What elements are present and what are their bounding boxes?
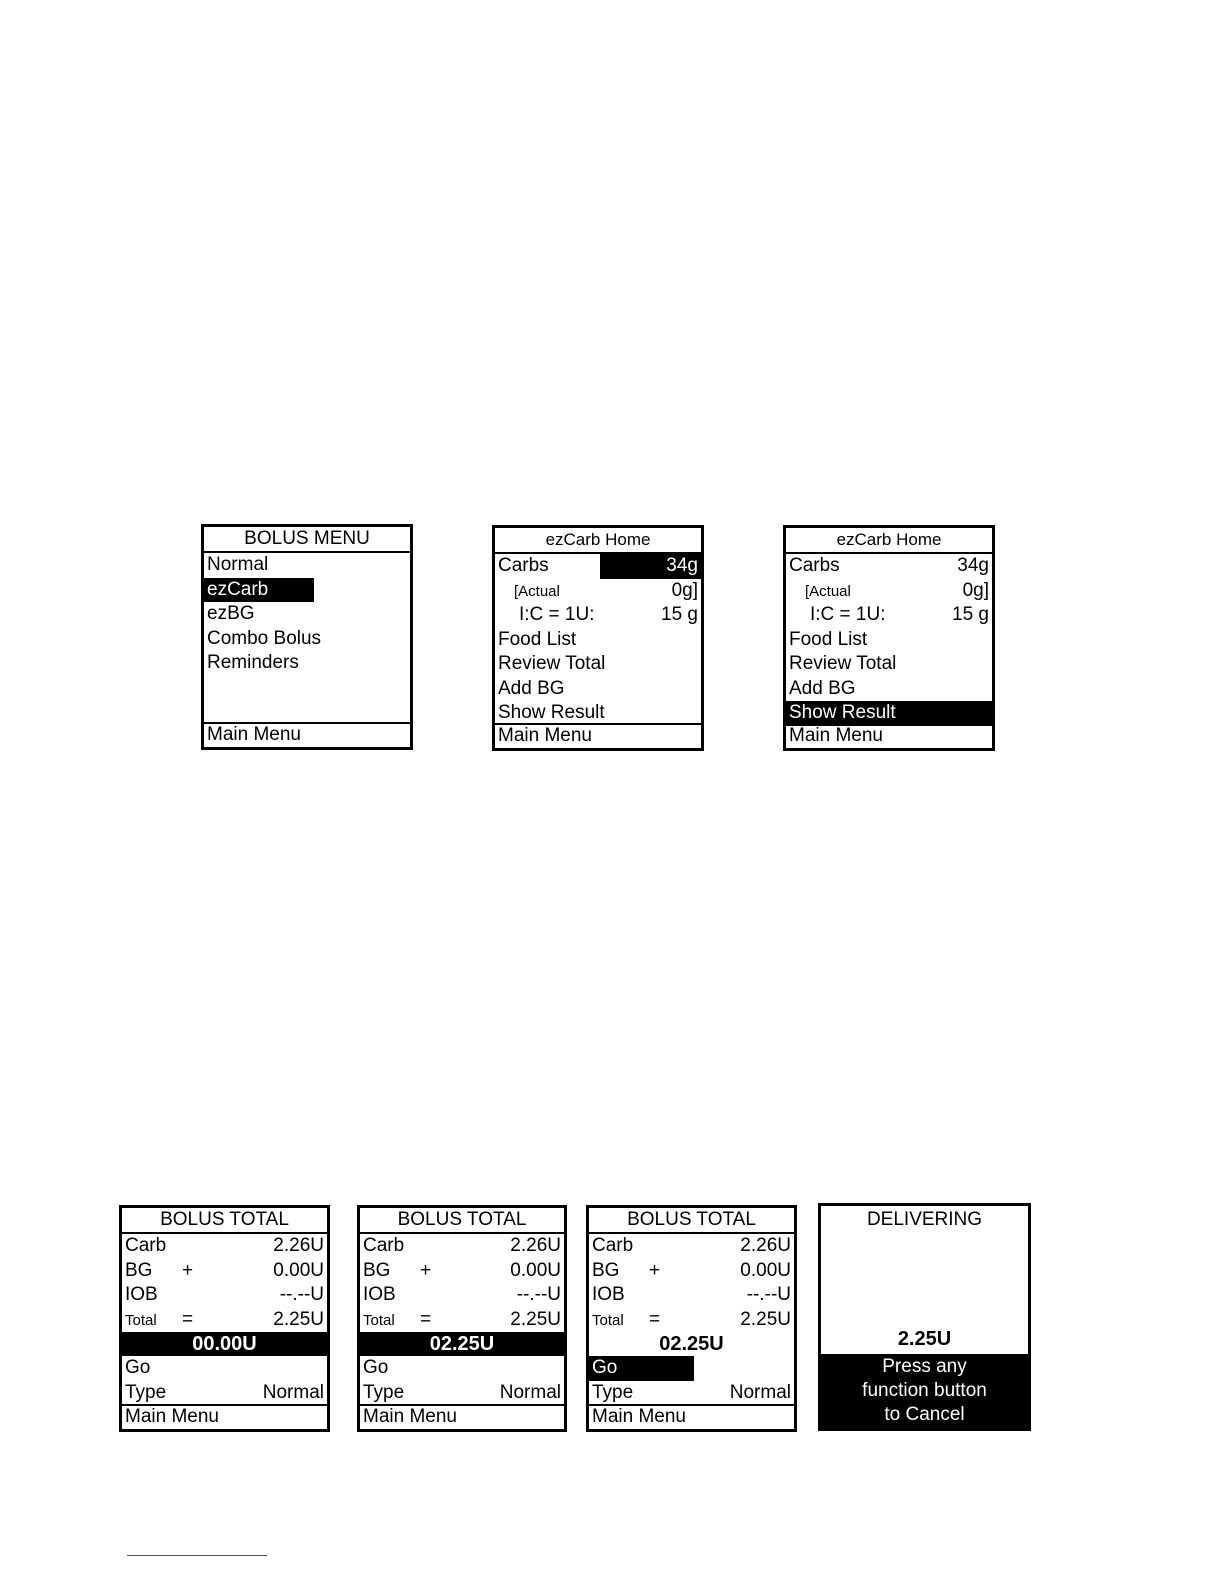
bg-row (589, 1259, 794, 1284)
main-menu-button[interactable]: Main Menu (495, 723, 701, 748)
menu-item-show-result[interactable] (786, 701, 992, 726)
plus-sign: + (420, 1259, 432, 1281)
menu-item-ezbg[interactable] (204, 602, 410, 627)
cancel-text-line: to Cancel (884, 1404, 965, 1425)
menu-item-combo-bolus[interactable] (204, 627, 410, 652)
carbs-value: 34g (666, 555, 698, 576)
menu-item-show-result[interactable] (495, 701, 701, 726)
iob-label: IOB (592, 1284, 625, 1305)
main-menu-button[interactable]: Main Menu (122, 1404, 327, 1429)
actual-label: [Actual (514, 582, 560, 600)
carbs-row[interactable] (495, 554, 701, 579)
type-label: Type (592, 1381, 634, 1403)
carb-row (589, 1234, 794, 1259)
bolus-total-screen-amount-zero (119, 1205, 330, 1432)
equals-sign: = (420, 1308, 432, 1330)
ic-ratio-label: I:C = 1U: (810, 604, 886, 625)
bolus-menu-screen (201, 524, 413, 750)
bg-value: 0.00U (740, 1259, 791, 1281)
go-button[interactable] (122, 1356, 327, 1381)
menu-item-food-list[interactable] (495, 628, 701, 653)
iob-label: IOB (363, 1284, 396, 1305)
type-label: Type (125, 1381, 167, 1403)
carbs-row[interactable] (786, 554, 992, 579)
ic-ratio-row (495, 603, 701, 628)
carb-value: 2.26U (740, 1235, 791, 1256)
go-label: Go (363, 1357, 389, 1378)
type-row[interactable] (360, 1381, 564, 1406)
ezcarb-home-screen-carbs-selected (492, 525, 704, 751)
menu-item-label: Food List (789, 628, 868, 650)
iob-row (360, 1283, 564, 1308)
bolus-total-screen-go-selected (586, 1205, 797, 1432)
ezcarb-home-title: ezCarb Home (495, 528, 701, 554)
type-row[interactable] (122, 1381, 327, 1406)
bolus-amount-field[interactable]: 02.25U (659, 1333, 724, 1355)
carb-value: 2.26U (510, 1235, 561, 1256)
carb-label: Carb (592, 1235, 634, 1256)
menu-item-label: Add BG (498, 677, 565, 699)
type-value: Normal (729, 1381, 791, 1403)
ic-ratio-row (786, 603, 992, 628)
actual-value: 0g] (671, 579, 698, 601)
bg-row (122, 1259, 327, 1284)
menu-item-food-list[interactable] (786, 628, 992, 653)
total-label: Total (363, 1311, 395, 1329)
menu-item-label: Show Result (789, 702, 896, 723)
iob-value: --.--U (516, 1284, 561, 1305)
ic-ratio-value: 15 g (952, 604, 989, 625)
type-row[interactable] (589, 1381, 794, 1406)
carb-label: Carb (125, 1235, 167, 1256)
go-label: Go (125, 1357, 151, 1378)
bg-label: BG (363, 1259, 391, 1281)
bg-value: 0.00U (273, 1259, 324, 1281)
menu-item-label: Review Total (498, 653, 606, 674)
menu-item-normal[interactable] (204, 553, 410, 578)
total-row (589, 1308, 794, 1333)
menu-item-label: Combo Bolus (207, 627, 322, 649)
go-button[interactable] (360, 1356, 564, 1381)
menu-item-label: Add BG (789, 677, 856, 699)
menu-item-add-bg[interactable] (786, 677, 992, 702)
footnote-separator (127, 1555, 267, 1556)
type-value: Normal (262, 1381, 324, 1403)
carb-label: Carb (363, 1235, 405, 1256)
menu-item-label: Normal (207, 554, 269, 575)
bg-value: 0.00U (510, 1259, 561, 1281)
total-value: 2.25U (740, 1308, 791, 1330)
actual-row (786, 579, 992, 604)
cancel-text-line: function button (862, 1380, 987, 1401)
equals-sign: = (649, 1308, 661, 1330)
iob-row (122, 1283, 327, 1308)
cancel-text-line: Press any (882, 1356, 967, 1377)
carb-value: 2.26U (273, 1235, 324, 1256)
iob-row (589, 1283, 794, 1308)
go-button[interactable] (589, 1356, 794, 1381)
total-label: Total (592, 1311, 624, 1329)
menu-item-label: ezCarb (204, 578, 314, 603)
main-menu-button[interactable]: Main Menu (360, 1404, 564, 1429)
menu-item-label: Reminders (207, 652, 299, 673)
bg-row (360, 1259, 564, 1284)
bolus-total-screen-amount-entered (357, 1205, 567, 1432)
total-row (122, 1308, 327, 1333)
total-row (360, 1308, 564, 1333)
menu-item-ezcarb[interactable] (204, 578, 410, 603)
ic-ratio-label: I:C = 1U: (519, 604, 595, 625)
actual-value: 0g] (962, 579, 989, 601)
main-menu-button[interactable]: Main Menu (786, 723, 992, 748)
bolus-total-title: BOLUS TOTAL (360, 1208, 564, 1234)
menu-item-review-total[interactable] (786, 652, 992, 677)
iob-value: --.--U (279, 1284, 324, 1305)
plus-sign: + (182, 1259, 194, 1281)
total-value: 2.25U (273, 1308, 324, 1330)
menu-item-review-total[interactable] (495, 652, 701, 677)
bolus-menu-title: BOLUS MENU (204, 527, 410, 553)
cancel-instruction (821, 1354, 1028, 1428)
carb-row (360, 1234, 564, 1259)
total-label: Total (125, 1311, 157, 1329)
delivering-screen (818, 1203, 1031, 1431)
bolus-amount-field[interactable]: 02.25U (360, 1332, 564, 1356)
delivering-title: DELIVERING (866, 1209, 983, 1230)
bolus-total-title: BOLUS TOTAL (122, 1208, 327, 1234)
menu-item-label: Food List (498, 628, 577, 650)
menu-item-reminders[interactable] (204, 651, 410, 676)
equals-sign: = (182, 1308, 194, 1330)
iob-value: --.--U (746, 1284, 791, 1305)
ic-ratio-value: 15 g (661, 604, 698, 625)
bg-label: BG (125, 1259, 153, 1281)
menu-item-label: ezBG (207, 603, 255, 624)
carbs-label: Carbs (498, 555, 549, 576)
plus-sign: + (649, 1259, 661, 1281)
menu-item-label: Show Result (498, 702, 605, 723)
actual-row (495, 579, 701, 604)
type-value: Normal (499, 1381, 561, 1403)
carbs-label: Carbs (789, 555, 840, 576)
total-value: 2.25U (510, 1308, 561, 1330)
ezcarb-home-screen-show-result-selected (783, 525, 995, 751)
carb-row (122, 1234, 327, 1259)
carbs-value: 34g (957, 555, 989, 576)
bg-label: BG (592, 1259, 620, 1281)
menu-item-label: Review Total (789, 653, 897, 674)
bolus-amount-field[interactable]: 00.00U (122, 1332, 327, 1356)
delivering-amount: 2.25U (897, 1328, 952, 1350)
main-menu-button[interactable]: Main Menu (589, 1404, 794, 1429)
bolus-total-title: BOLUS TOTAL (589, 1208, 794, 1234)
menu-item-add-bg[interactable] (495, 677, 701, 702)
ezcarb-home-title: ezCarb Home (786, 528, 992, 554)
type-label: Type (363, 1381, 405, 1403)
actual-label: [Actual (805, 582, 851, 600)
main-menu-button[interactable]: Main Menu (204, 722, 410, 747)
go-label: Go (589, 1356, 694, 1381)
iob-label: IOB (125, 1284, 158, 1305)
